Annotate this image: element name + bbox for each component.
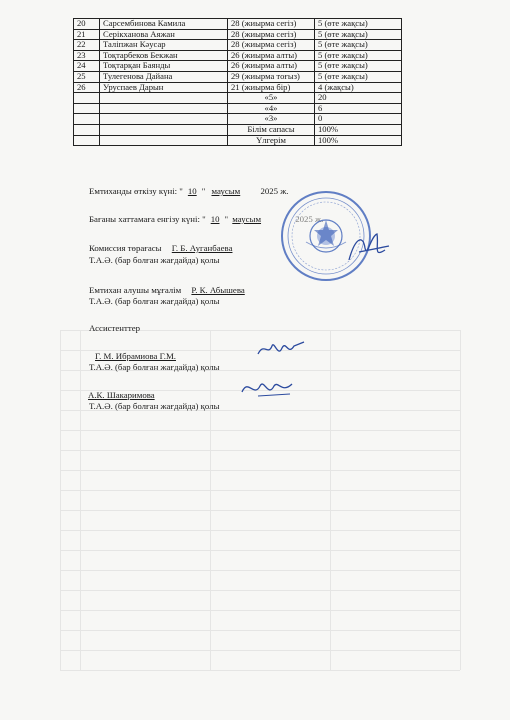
- grade-cell: 5 (өте жақсы): [315, 40, 402, 51]
- grade-cell: 5 (өте жақсы): [315, 19, 402, 30]
- exam-date-year: 2025 ж.: [260, 186, 289, 196]
- score-cell: 28 (жиырма сегіз): [228, 29, 315, 40]
- results-table: [73, 18, 402, 146]
- student-name: Тоқтарқан Баянды: [100, 61, 228, 72]
- row-number: 22: [74, 40, 100, 51]
- score-cell: 26 (жиырма алты): [228, 61, 315, 72]
- grade-cell: 5 (өте жақсы): [315, 50, 402, 61]
- summary-label: Білім сапасы: [228, 124, 315, 135]
- summary-value: 20: [315, 93, 402, 104]
- grade-cell: 4 (жақсы): [315, 82, 402, 93]
- score-cell: 28 (жиырма сегіз): [228, 19, 315, 30]
- assistant-2-signature-icon: [240, 376, 294, 402]
- summary-row: [74, 114, 402, 125]
- chair-caption: Т.А.Ә. (бар болған жағдайда) қолы: [89, 255, 220, 265]
- summary-label: «3»: [228, 114, 315, 125]
- summary-row: [74, 124, 402, 135]
- row-number: 25: [74, 71, 100, 82]
- row-number: 20: [74, 19, 100, 30]
- summary-label: Үлгерім: [228, 135, 315, 146]
- assistant-1-name: Г. М. Ибрамиова Г.М.: [95, 351, 176, 361]
- assistants-heading: Ассистенттер: [89, 323, 141, 333]
- table-row: [74, 50, 402, 61]
- exam-date-line: Емтиханды өткізу күні: " 10 " маусым 2025 ж.: [89, 186, 289, 196]
- assistant-2-name: А.К. Шакаримова: [88, 390, 155, 400]
- assistant-1-line: [89, 351, 216, 361]
- summary-row: [74, 93, 402, 104]
- summary-value: 100%: [315, 124, 402, 135]
- row-number: 23: [74, 50, 100, 61]
- teacher-name: Р. К. Абышева: [191, 285, 245, 295]
- grade-cell: 5 (өте жақсы): [315, 71, 402, 82]
- score-cell: 21 (жиырма бір): [228, 82, 315, 93]
- assistant-1-signature-icon: [256, 336, 308, 362]
- score-cell: 26 (жиырма алты): [228, 50, 315, 61]
- table-row: [74, 29, 402, 40]
- grade-date-label: Бағаны хаттамаға енгізу күні: ": [89, 214, 206, 224]
- assistant-1-caption: Т.А.Ә. (бар болған жағдайда) қолы: [89, 362, 220, 372]
- chair-label: Комиссия төрағасы: [89, 243, 162, 253]
- table-row: [74, 82, 402, 93]
- assistant-2-caption: Т.А.Ә. (бар болған жағдайда) қолы: [89, 401, 220, 411]
- score-cell: 29 (жиырма тоғыз): [228, 71, 315, 82]
- student-name: Тоқтарбеков Бекжан: [100, 50, 228, 61]
- grade-date-day: 10: [210, 214, 220, 224]
- summary-value: 0: [315, 114, 402, 125]
- student-name: Таліпжан Кәусар: [100, 40, 228, 51]
- teacher-caption: Т.А.Ә. (бар болған жағдайда) қолы: [89, 296, 220, 306]
- summary-row: [74, 135, 402, 146]
- summary-value: 6: [315, 103, 402, 114]
- grade-date-line: Бағаны хаттамаға енгізу күні: " 10 " маусым 2025 ж.: [89, 214, 324, 224]
- chair-line: [89, 243, 238, 253]
- exam-date-label: Емтиханды өткізу күні: ": [89, 186, 183, 196]
- row-number: 24: [74, 61, 100, 72]
- exam-date-day: 10: [187, 186, 197, 196]
- table-row: [74, 61, 402, 72]
- assistant-2-line: [78, 390, 215, 400]
- student-name: Сарсембинова Камила: [100, 19, 228, 30]
- table-row: [74, 19, 402, 30]
- grade-date-month: маусым: [232, 214, 262, 224]
- row-number: 26: [74, 82, 100, 93]
- score-cell: 28 (жиырма сегіз): [228, 40, 315, 51]
- chair-signature-icon: [345, 228, 393, 268]
- summary-label: «5»: [228, 93, 315, 104]
- grade-date-year: 2025 ж.: [295, 214, 324, 224]
- teacher-label: Емтихан алушы мұғалім: [89, 285, 182, 295]
- summary-label: «4»: [228, 103, 315, 114]
- table-row: [74, 71, 402, 82]
- grade-cell: 5 (өте жақсы): [315, 29, 402, 40]
- summary-row: [74, 103, 402, 114]
- chair-name: Г. Б. Ауганбаева: [171, 243, 233, 253]
- student-name: Серікханова Аяжан: [100, 29, 228, 40]
- student-name: Уруспаев Дарын: [100, 82, 228, 93]
- grade-cell: 5 (өте жақсы): [315, 61, 402, 72]
- teacher-line: [89, 285, 251, 295]
- table-row: [74, 40, 402, 51]
- exam-date-month: маусым: [211, 186, 241, 196]
- summary-value: 100%: [315, 135, 402, 146]
- student-name: Тулегенова Дайана: [100, 71, 228, 82]
- row-number: 21: [74, 29, 100, 40]
